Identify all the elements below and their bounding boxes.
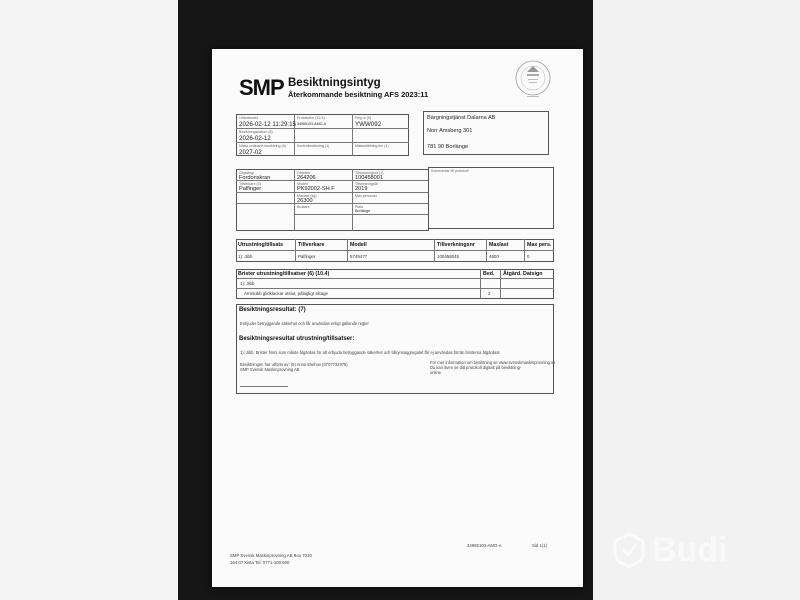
next-inspection-value: 2027-02: [239, 149, 262, 156]
info-online-line: online: [430, 370, 441, 375]
result-title: Besiktningsresultat: (7): [239, 307, 306, 313]
table-cell-persons: 0: [527, 254, 530, 259]
swedac-seal-icon: [513, 58, 553, 100]
year-label: Tillverkningsår: [355, 182, 379, 186]
result-text: Enhjuder betryggande säkerhet och får användas enligt gällande regler: [240, 321, 369, 326]
issued-label: Utfärdandet: [239, 116, 258, 120]
comment-box: [428, 167, 554, 229]
equipment-header-load: Maxlast: [489, 242, 509, 248]
defect-item-text: Armsübb glidklackar utslut, pålagligt slitage: [244, 291, 328, 296]
max-persons-label: Max personer: [355, 194, 377, 198]
inspection-certificate: [212, 49, 583, 587]
background-right: [593, 0, 800, 600]
defect-item-bed: 2: [488, 291, 491, 296]
inspector-company: SMP Svensk Maskinprovning AB: [240, 367, 300, 372]
footer-address: 164 07 Kista Tel: 0771-100 600: [230, 560, 290, 565]
info-digital-line: Du kan även se ditt protokoll digitalt på besiktning-: [430, 365, 522, 370]
object-type-label: Objekttyp: [239, 171, 255, 175]
maker-label: Tillverkare (3): [239, 182, 261, 186]
maker-value: Palfinger: [239, 186, 262, 192]
info-web-line: För mer information om besiktning se www.svenskmaskinprovning.se: [430, 360, 556, 365]
max-load-label: Maxlast (kg): [297, 194, 317, 198]
equipment-result-title: Besiktningsresultat utrustning/tillsatser:: [239, 336, 355, 342]
smp-logo: SMP: [239, 75, 284, 100]
owner-postal: 781 90 Borlänge: [427, 144, 469, 150]
inspector-line: Besiktningen har utförts av: (9) Anna Ekehov (0707732975): [240, 362, 348, 367]
footer-page: Sid 1(1): [532, 543, 548, 548]
equipment-header-maker: Tillverkare: [298, 242, 325, 248]
reg-value: YWW092: [355, 121, 382, 128]
equipment-header-serial: Tillverkningsnr: [437, 242, 475, 248]
reg-label: Reg nr (5): [355, 116, 372, 120]
year-value: 2019: [355, 186, 368, 192]
next-inspection-label: Nästa ordinarie besiktning (9): [239, 144, 286, 148]
place-value: Borlänge: [355, 209, 371, 213]
object-number-label: Objektnr: [297, 171, 311, 175]
footer-company: SMP Svensk Maskinprovning AB Box 7020: [230, 553, 312, 558]
table-cell-serial: 100458045: [437, 254, 459, 259]
table-cell-model: 5749477: [350, 254, 368, 259]
protocol-value: 34965103-AMO-A: [297, 122, 326, 126]
protocol-label: Protokollnr (10.2): [297, 116, 325, 120]
document-subtitle: Återkommande besiktning AFS 2023:11: [288, 90, 429, 99]
issued-value: 2026-02-12 11:29:15: [239, 121, 296, 128]
inspection-date-label: Besiktningsdatum (8): [239, 130, 273, 134]
background-left: [0, 0, 178, 600]
control-mark-label: Kontrollmärkning (1): [297, 144, 330, 148]
table-cell-maker: Palfinger: [298, 254, 316, 259]
comment-label: Kommentar till protokoll: [431, 169, 469, 173]
budi-watermark: [612, 528, 728, 572]
equipment-header-name: Utrustning/tillsats: [238, 242, 284, 248]
place-label: Plats: [355, 205, 363, 209]
inspection-date-value: 2026-02-12: [239, 135, 271, 142]
equipment-header-model: Modell: [350, 242, 367, 248]
owner-street: Norr Amsberg 301: [427, 128, 473, 134]
owner-name: Bärgningstjänst Dalarna AB: [427, 115, 496, 121]
object-type-value: Fordonskran: [239, 175, 271, 181]
model-label: Modell: [297, 182, 308, 186]
table-row: 1): Jibb: [238, 254, 253, 259]
budi-logo-icon: [612, 532, 646, 568]
object-number-value: 264206: [297, 175, 316, 181]
serial-label: Tillverkningsnr (1): [355, 171, 384, 175]
defects-title: Brister utrustning/tillsatser (6) (10.4): [238, 271, 330, 277]
meter-label: Mätarställning tim (4): [355, 144, 389, 148]
model-value: PK92002-SH F: [297, 186, 335, 192]
used-by-label: Brukare: [297, 205, 310, 209]
watermark-text: Budi: [652, 530, 728, 569]
document-title: Besiktningsintyg: [288, 77, 381, 89]
equipment-header-persons: Max pers.: [527, 242, 552, 248]
defects-header-bed: Bed.: [483, 271, 495, 277]
footer-protocol: 34965103-AMO-A: [467, 543, 502, 548]
table-cell-load: 4600: [489, 254, 499, 259]
defects-header-action: Åtgärd. Datsign: [503, 271, 543, 277]
result-box: [236, 304, 554, 394]
equipment-result-text: 1): Jibb, Brister finns som måste åtgärdas för att erbjuda betryggande säkerhet och tillsynsaggregatet får ej användas förrän bristerna åtgärdats: [240, 350, 500, 355]
max-load-value: 26300: [297, 198, 313, 204]
defect-item-title: 1): Jibb: [240, 281, 255, 286]
serial-value: 100458001: [355, 175, 383, 181]
